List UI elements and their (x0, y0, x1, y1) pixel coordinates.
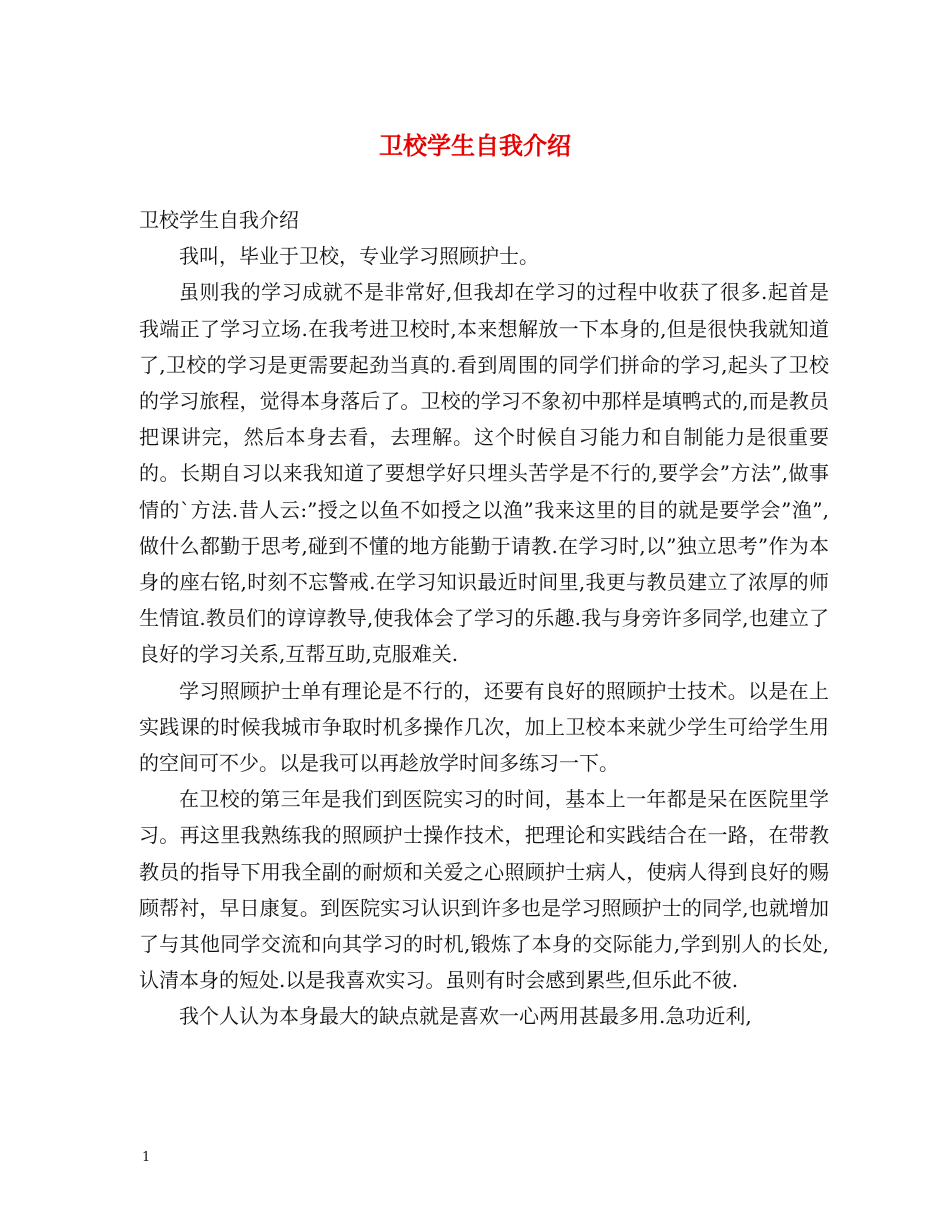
document-body (139, 202, 829, 1035)
paragraph-intro: 我叫，毕业于卫校，专业学习照顾护士。 (179, 244, 539, 269)
paragraph-shortcomings: 我个人认为本身最大的缺点就是喜欢一心两用甚最多用.急功近利, (179, 1004, 752, 1029)
paragraph-hospital-internship: 在卫校的第三年是我们到医院实习的时间，基本上一年都是呆在医院里学习。再这里我熟练我的照顾护士操作技术，把理论和实践结合在一路，在带教教员的指导下用我全副的耐烦和关爱之心照顾护士病人，使病人得到良好的赐顾帮衬，早日康复。到医院实习认识到许多也是学习照顾护士的同学,也就增加了与其他同学交流和向其学习的时机,锻炼了本身的交际能力,学到别人的长处,认清本身的短处.以是我喜欢实习。虽则有时会感到累些,但乐此不彼. (139, 787, 829, 993)
paragraph-study-attitude: 虽则我的学习成就不是非常好,但我却在学习的过程中收获了很多.起首是我端正了学习立场.在我考进卫校时,本来想解放一下本身的,但是很快我就知道了,卫校的学习是更需要起劲当真的.看到周围的同学们拼命的学习,起头了卫校的学习旅程，觉得本身落后了。卫校的学习不象初中那样是填鸭式的,而是教员把课讲完，然后本身去看，去理解。这个时候自习能力和自制能力是很重要的。长期自习以来我知道了要想学好只埋头苦学是不行的,要学会”方法”,做事情的`方法.昔人云:”授之以鱼不如授之以渔”我来这里的目的就是要学会”渔”,做什么都勤于思考,碰到不懂的地方能勤于请教.在学习时,以”独立思考”作为本身的座右铭,时刻不忘警戒.在学习知识最近时间里,我更与教员建立了浓厚的师生情谊.教员们的谆谆教导,使我体会了学习的乐趣.我与身旁许多同学,也建立了良好的学习关系,互帮互助,克服难关. (139, 280, 829, 667)
paragraph-practice-skills: 学习照顾护士单有理论是不行的，还要有良好的照顾护士技术。以是在上实践课的时候我城市争取时机多操作几次，加上卫校本来就少学生可给学生用的空间可不少。以是我可以再趁放学时间多练习一下。 (139, 678, 829, 776)
page-number: 1 (142, 1150, 151, 1165)
document-subtitle: 卫校学生自我介绍 (139, 208, 299, 232)
document-title: 卫校学生自我介绍 (379, 131, 571, 160)
